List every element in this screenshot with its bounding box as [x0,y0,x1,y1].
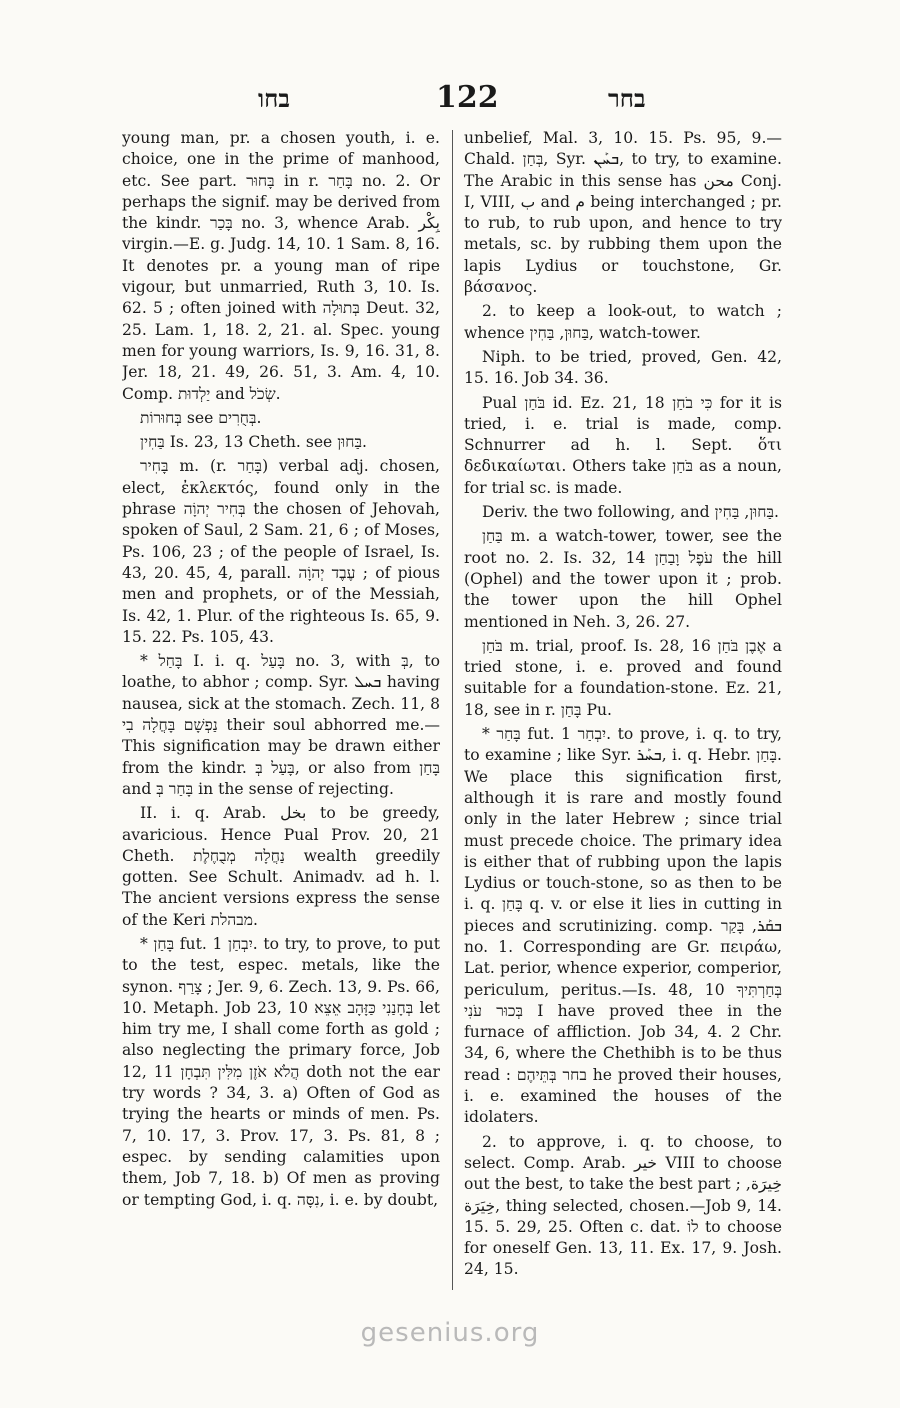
entry-bochan: בֹּחַן m. trial, proof. Is. 28, 16 אֶבֶן בֹּחַן a tried stone, i. e. proved and found suitable for a foundation-stone. Ez. 21, 18, see in r. בָּחַן Pu. [464,636,782,719]
entry-bachan: * בָּחַן fut. יִבְחַן 1. to try, to prove, to put to the test, espec. metals, like the synon. צָרַף ; Jer. 9, 6. Zech. 13, 9. Ps. 66, 10. Metaph. Job 23, 10 בְּחָנַנִי כַּזָּהָב אֵצֵא let him try me, I shall come forth as gold ; also neglecting the primary force, Job 12, 11 הֲלֹא אֹזֶן מִלִּין תִּבְחָן doth not the ear try words ? 34, 3. a) Often of God as trying the hearts or minds of men. Ps. 7, 10. 17, 3. Prov. 17, 3. Ps. 81, 8 ; espec. by sending calamities upon them, Job 7, 18. b) Of men as proving or tempting God, i. q. נִסָּה, i. e. by doubt, [122,934,440,1209]
entry-bachur-cont: young man, pr. a chosen youth, i. e. choice, one in the prime of manhood, etc. See part. בָּחוּר in r. בָּחַר no. 2. Or perhaps the signif. may be derived from the kindr. בָּכַר no. 3, whence Arab. بِكْر virgin.—E. g. Judg. 14, 10. 1 Sam. 8, 16. It denotes pr. a young man of ripe vigour, but unmarried, Ruth 3, 10. Is. 62. 5 ; often joined with בְּתוּלָה Deut. 32, 25. Lam. 1, 18. 2, 21. al. Spec. young men for young warriors, Is. 9, 16. 31, 8. Jer. 18, 21. 49, 26. 51, 3. Am. 4, 10. Comp. יַלְדוּת and שְׂכֹל. [122,129,440,403]
entry-bachin: בַּחִין Is. 23, 13 Cheth. see בַּחוּן. [140,433,367,452]
entry-bachan-tower: בַּחַן m. a watch-tower, tower, see the root no. 2. Is. 32, 14 עֹפֶל וָבַחַן the hill (Ophel) and the tower upon it ; prob. the tower upon the hill Ophel mentioned in Neh. 3, 26. 27. [464,527,782,631]
column-divider [452,130,453,1290]
entry-bachan-sense-2: 2. to keep a look-out, to watch ; whence בַּחוּן, בַּחִין, watch-tower. [464,302,782,342]
left-column [122,128,440,1300]
entry-bachal-1: * בָּחַל I. i. q. בָּעַל no. 3, with בְּ, to loathe, to abhor ; comp. Syr. ܒܚܠ having nausea, sick at the stomach. Zech. 11, 8 נַפְשָׁם בָּחֲלָה בִי their soul abhorred me.—This signification may be drawn either from the kindr. בָּעַל בְּ, or also from בָּחַן and בָּחַר בְּ in the sense of rejecting. [122,652,440,798]
entry-bachir: בָּחִיר m. (r. בָּחַר) verbal adj. chosen, elect, ἐκλεκτός, found only in the phrase בְּחִיר יְהוָֹה the chosen of Jehovah, spoken of Saul, 2 Sam. 21, 6 ; of Moses, Ps. 106, 23 ; of the people of Israel, Is. 43, 20. 45, 4, parall. עֶבֶד יְהוָֹה ; of pious men and prophets, or of the Messiah, Is. 42, 1. Plur. of the righteous Is. 65, 9. 15. 22. Ps. 105, 43. [122,457,440,646]
entry-bachar: * בָּחַר fut. יִבְחַר 1. to prove, i. q. to try, to examine ; like Syr. ܒܚܰܪ, i. q. Hebr. בָּחַן. We place this signification first, although it is rare and mostly found only in the later Hebrew ; since trial must precede choice. The primary idea is either that of rubbing upon the lapis Lydius or touch-stone, so as then to be i. q. בָּחַן q. v. or else it lies in cutting in pieces and scrutinizing. comp. ܒܩܰܪ, בָּקַר no. 1. Corresponding are Gr. πειράω, Lat. perior, whence experior, comperior, periculum, peritus.—Is. 48, 10 בְּחַרְתִּיךָ בְּכוּר עֹנִי I have proved thee in the furnace of affliction. Job 34, 4. 2 Chr. 34, 6, where the Chethibh is to be thus read : בחר בְּתֵּיהֶם he proved their houses, i. e. examined the houses of the idolaters. [464,725,782,1127]
left-guide-word: בחו [258,84,290,113]
entry-bechurot: בְּחוּרוֹת see בְּחֻרִים. [140,408,262,427]
entry-bachan-niph: Niph. to be tried, proved, Gen. 42, 15. 16. Job 34. 36. [464,347,782,388]
entry-bachan-pual: Pual בֹּחַן id. Ez. 21, 18 כִּי בֹחַן for it is tried, i. e. trial is made, comp. Schnurrer ad h. l. Sept. ὅτι δεδικαίωται. Others take בֹּחַן as a noun, for trial sc. is made. [464,393,782,497]
right-column [464,128,782,1300]
entry-bachan-deriv: Deriv. the two following, and בַּחוּן, בַּחִין. [482,503,779,522]
entry-bachal-2: II. i. q. Arab. بخل to be greedy, avaricious. Hence Pual Prov. 20, 21 Cheth. נַחֲלָה מְבֻחֶלֶת wealth greedily gotten. See Schult. Animadv. ad h. l. The ancient versions express the sense of the Keri מבהלת. [122,804,440,929]
right-guide-word: בחר [608,84,646,113]
entry-bachan-cont: unbelief, Mal. 3, 10. 15. Ps. 95, 9.— Chald. בְּחַן, Syr. ܒܚܰܢ, to try, to examine. The Arabic in this sense has محن Conj. I, VIII, ب and م being interchanged ; pr. to rub, to rub upon, and hence to try metals, sc. by rubbing them upon the lapis Lydius or touchstone, Gr. βάσανος. [464,129,782,297]
page-number: 122 [436,80,499,115]
entry-bachar-sense-2: 2. to approve, i. q. to choose, to select. Comp. Arab. خير VIII to choose out the best, to take the best part ; خِيرَة, خِيَرَة, thing selected, chosen.—Job 9, 14. 15. 5. 29, 25. Often c. dat. לוֹ to choose for oneself Gen. 13, 11. Ex. 17, 9. Josh. 24, 15. [464,1132,782,1279]
page-header [120,80,780,116]
watermark: gesenius.org [360,1318,540,1348]
